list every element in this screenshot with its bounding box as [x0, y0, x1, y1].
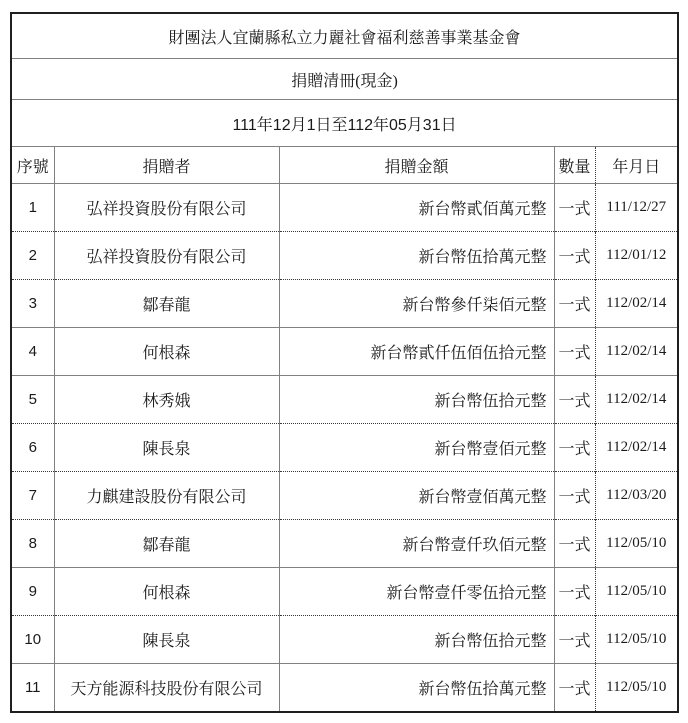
table-row	[11, 280, 678, 328]
cell-no: 9	[11, 568, 54, 616]
cell-donor: 陳長泉	[54, 424, 279, 472]
document-title-row	[11, 13, 678, 59]
period-text: 111年12月1日至112年05月31日	[11, 100, 678, 147]
col-header-date: 年月日	[595, 147, 678, 184]
cell-donor: 何根森	[54, 328, 279, 376]
donation-table	[10, 12, 679, 713]
table-row	[11, 568, 678, 616]
cell-no: 5	[11, 376, 54, 424]
list-title: 捐贈清冊(現金)	[11, 59, 678, 100]
cell-donor: 林秀娥	[54, 376, 279, 424]
table-row	[11, 664, 678, 713]
table-row	[11, 184, 678, 232]
cell-no: 8	[11, 520, 54, 568]
cell-date: 112/02/14	[595, 376, 678, 424]
cell-amount: 新台幣壹仟玖佰元整	[279, 520, 554, 568]
col-header-donor: 捐贈者	[54, 147, 279, 184]
col-header-amount: 捐贈金額	[279, 147, 554, 184]
cell-amount: 新台幣伍拾萬元整	[279, 664, 554, 713]
cell-no: 10	[11, 616, 54, 664]
cell-date: 112/05/10	[595, 616, 678, 664]
table-row	[11, 328, 678, 376]
cell-qty: 一式	[554, 520, 595, 568]
cell-amount: 新台幣壹佰元整	[279, 424, 554, 472]
cell-date: 112/02/14	[595, 424, 678, 472]
cell-date: 112/02/14	[595, 280, 678, 328]
table-row	[11, 424, 678, 472]
list-title-row	[11, 59, 678, 100]
cell-amount: 新台幣伍拾元整	[279, 376, 554, 424]
cell-no: 1	[11, 184, 54, 232]
donation-list-document	[10, 12, 677, 713]
table-header-row	[11, 147, 678, 184]
cell-amount: 新台幣伍拾元整	[279, 616, 554, 664]
cell-no: 2	[11, 232, 54, 280]
cell-no: 3	[11, 280, 54, 328]
table-row	[11, 616, 678, 664]
cell-donor: 力麒建設股份有限公司	[54, 472, 279, 520]
cell-amount: 新台幣貳佰萬元整	[279, 184, 554, 232]
cell-date: 112/03/20	[595, 472, 678, 520]
cell-donor: 弘祥投資股份有限公司	[54, 232, 279, 280]
cell-donor: 陳長泉	[54, 616, 279, 664]
cell-amount: 新台幣參仟柒佰元整	[279, 280, 554, 328]
cell-qty: 一式	[554, 232, 595, 280]
cell-qty: 一式	[554, 280, 595, 328]
cell-qty: 一式	[554, 664, 595, 713]
cell-donor: 何根森	[54, 568, 279, 616]
cell-date: 112/05/10	[595, 568, 678, 616]
cell-no: 11	[11, 664, 54, 713]
cell-amount: 新台幣壹佰萬元整	[279, 472, 554, 520]
period-row	[11, 100, 678, 147]
cell-amount: 新台幣貳仟伍佰伍拾元整	[279, 328, 554, 376]
cell-donor: 天方能源科技股份有限公司	[54, 664, 279, 713]
cell-date: 112/01/12	[595, 232, 678, 280]
cell-qty: 一式	[554, 568, 595, 616]
cell-qty: 一式	[554, 328, 595, 376]
table-row	[11, 520, 678, 568]
cell-date: 111/12/27	[595, 184, 678, 232]
cell-date: 112/05/10	[595, 664, 678, 713]
cell-amount: 新台幣壹仟零伍拾元整	[279, 568, 554, 616]
cell-amount: 新台幣伍拾萬元整	[279, 232, 554, 280]
organization-title: 財團法人宜蘭縣私立力麗社會福利慈善事業基金會	[11, 13, 678, 59]
table-row	[11, 376, 678, 424]
cell-qty: 一式	[554, 616, 595, 664]
cell-no: 6	[11, 424, 54, 472]
cell-qty: 一式	[554, 424, 595, 472]
table-row	[11, 232, 678, 280]
cell-qty: 一式	[554, 472, 595, 520]
cell-qty: 一式	[554, 184, 595, 232]
col-header-no: 序號	[11, 147, 54, 184]
cell-no: 7	[11, 472, 54, 520]
cell-date: 112/05/10	[595, 520, 678, 568]
table-row	[11, 472, 678, 520]
col-header-qty: 數量	[554, 147, 595, 184]
cell-donor: 弘祥投資股份有限公司	[54, 184, 279, 232]
cell-donor: 鄒春龍	[54, 280, 279, 328]
cell-no: 4	[11, 328, 54, 376]
cell-qty: 一式	[554, 376, 595, 424]
cell-donor: 鄒春龍	[54, 520, 279, 568]
cell-date: 112/02/14	[595, 328, 678, 376]
